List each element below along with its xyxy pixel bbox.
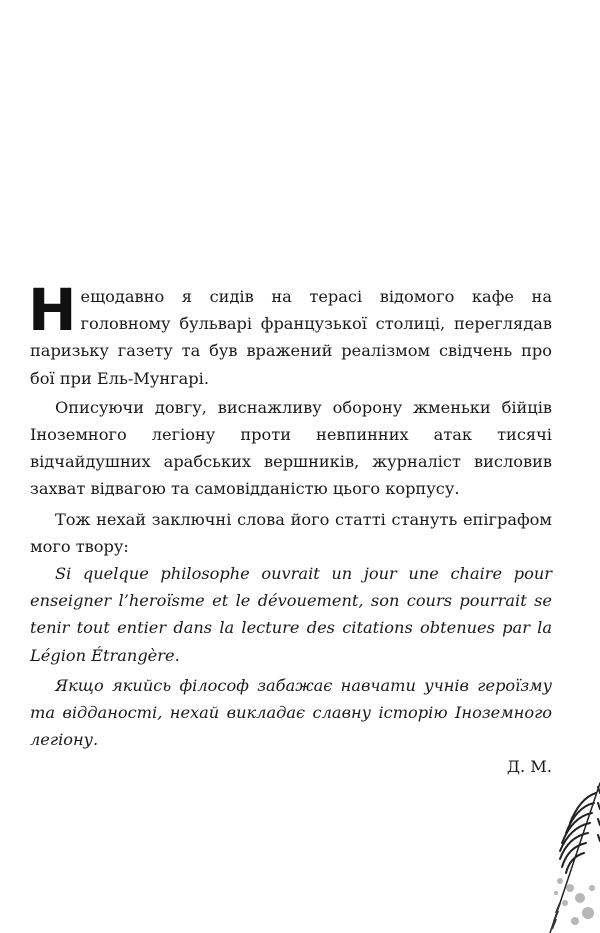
paragraph-3: Тож нехай заключні слова його статті стануть епіграфом мого твору: <box>30 509 552 556</box>
page-text <box>28 276 552 781</box>
drop-cap: Н <box>28 276 77 344</box>
fern-leaf-icon <box>520 763 600 933</box>
epigraph-french: Si quelque philosophe ouvrait un jour une chaire pour enseigner l’heroïsme et le dévouement, son cours pourrait se tenir tout entier dans la lecture des citations obtenues par la Légion Étrangère. <box>30 564 552 665</box>
paragraph-1-text: ещодавно я сидів на терасі відомого кафе на головному бульварі французької столиці, переглядав паризьку газету та був вражений реалізмом свідчень про бої при Ель-Мунгарі. <box>30 287 552 388</box>
paragraph-2: Описуючи довгу, виснажливу оборону жменьки бійців Іноземного легіону проти невпинних атак тисячі відчайдушних арабських вершників, журналіст висловив захват відвагою та самовідданістю цього корпусу. <box>30 397 552 499</box>
paragraph-1 <box>28 276 552 392</box>
epigraph-translation: Якщо якийсь філософ забажає навчати учнів героїзму та відданості, нехай викладає славну історію Іноземного легіону. <box>30 675 552 750</box>
signature: Д. М. <box>506 757 552 777</box>
